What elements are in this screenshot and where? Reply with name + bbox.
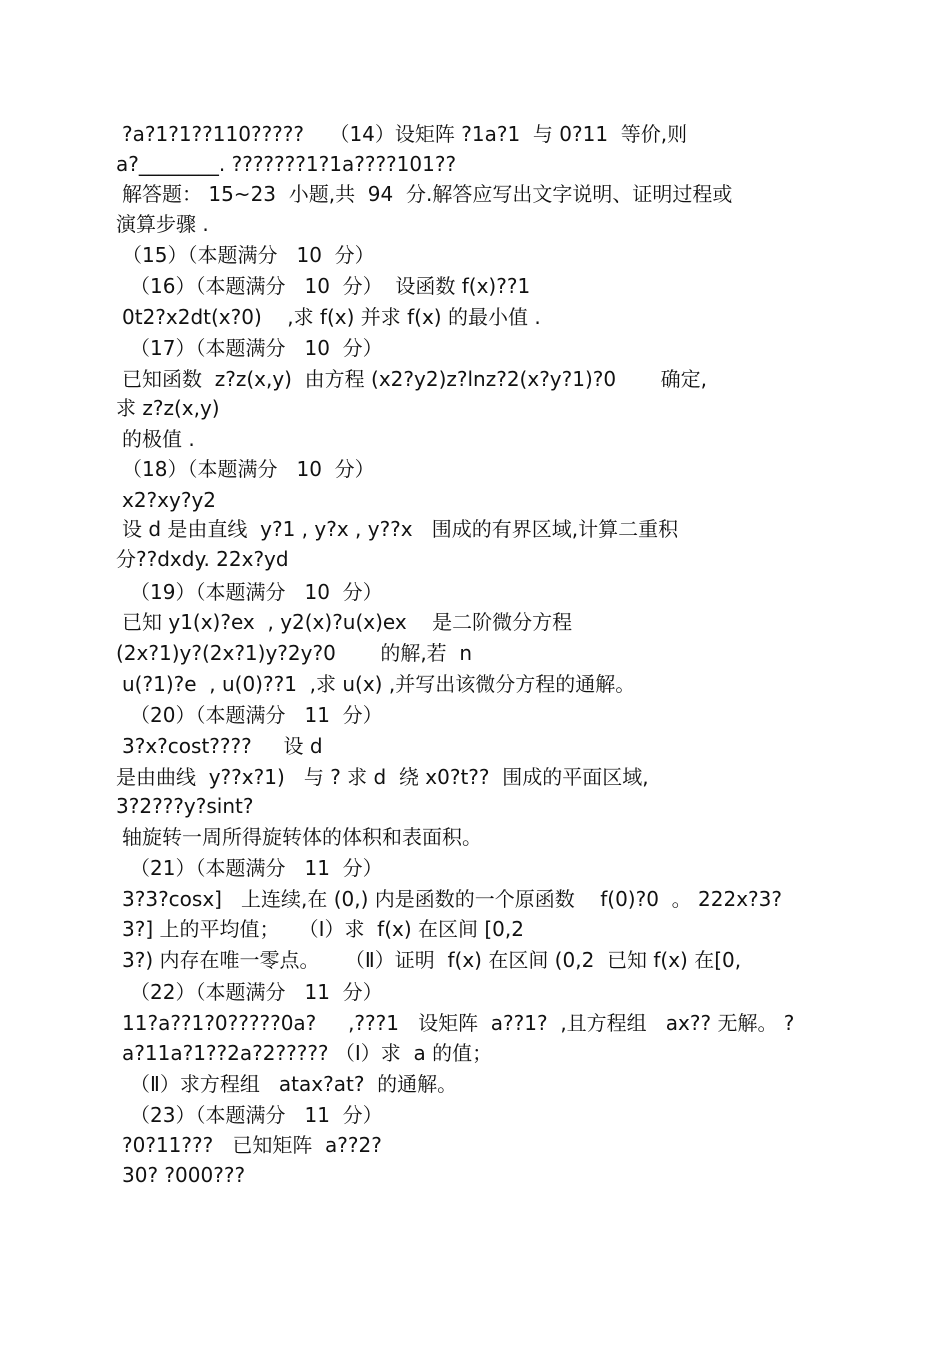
text-line-16: （19）（本题满分 10 分） <box>130 580 383 604</box>
text-line-30: 11?a??1?0?????0a? ,???1 设矩阵 a??1? ,且方程组 ax?? 无解。 ? <box>122 1011 795 1035</box>
text-line-2: a?________. ???????1?1a????101?? <box>116 152 457 176</box>
text-line-3: 解答题： 15~23 小题,共 94 分.解答应写出文字说明、证明过程或 <box>122 182 733 206</box>
text-line-26: 3?3?cosx] 上连续,在 (0,) 内是函数的一个原函数 f(0)?0 。 222x?3? <box>122 887 782 911</box>
text-line-11: 的极值 . <box>122 427 195 451</box>
text-line-20: （20）（本题满分 11 分） <box>130 703 383 727</box>
text-line-15: 分??dxdy. 22x?yd <box>116 547 289 571</box>
text-line-4: 演算步骤 . <box>116 212 209 236</box>
text-line-9: 已知函数 z?z(x,y) 由方程 (x2?y2)z?lnz?2(x?y?1)?0 确定, <box>122 367 707 391</box>
text-line-31: a?11a?1??2a?2????? （Ⅰ）求 a 的值； <box>122 1041 493 1065</box>
text-line-27: 3?] 上的平均值； （Ⅰ）求 f(x) 在区间 [0,2 <box>122 917 524 941</box>
text-line-8: （17）（本题满分 10 分） <box>130 336 383 360</box>
text-line-21: 3?x?cost???? 设 d <box>122 734 323 758</box>
text-line-14: 设 d 是由直线 y?1 , y?x , y??x 围成的有界区域,计算二重积 <box>122 517 679 541</box>
text-line-6: （16）（本题满分 10 分） 设函数 f(x)??1 <box>130 274 531 298</box>
text-line-17: 已知 y1(x)?ex , y2(x)?u(x)ex 是二阶微分方程 <box>122 610 573 634</box>
text-line-22: 是由曲线 y??x?1) 与 ? 求 d 绕 x0?t?? 围成的平面区域, <box>116 765 649 789</box>
text-line-18: (2x?1)y?(2x?1)y?2y?0 的解,若 n <box>116 641 473 665</box>
text-line-32: （Ⅱ）求方程组 atax?at? 的通解。 <box>130 1072 458 1096</box>
text-line-29: （22）（本题满分 11 分） <box>130 980 383 1004</box>
text-line-1: ?a?1?1??110????? （14）设矩阵 ?1a?1 与 0?11 等价,则 <box>122 122 688 146</box>
text-line-34: ?0?11??? 已知矩阵 a??2? <box>122 1133 382 1157</box>
text-line-33: （23）（本题满分 11 分） <box>130 1103 383 1127</box>
text-line-24: 轴旋转一周所得旋转体的体积和表面积。 <box>122 825 482 849</box>
text-line-13: x2?xy?y2 <box>122 488 217 512</box>
text-line-23: 3?2???y?sint? <box>116 794 254 818</box>
text-line-25: （21）（本题满分 11 分） <box>130 856 383 880</box>
text-line-7: 0t2?x2dt(x?0) ,求 f(x) 并求 f(x) 的最小值 . <box>122 305 541 329</box>
text-line-28: 3?) 内存在唯一零点。 （Ⅱ）证明 f(x) 在区间 (0,2 已知 f(x) 在[0, <box>122 948 742 972</box>
text-line-12: （18）（本题满分 10 分） <box>122 457 375 481</box>
text-line-19: u(?1)?e , u(0)??1 ,求 u(x) ,并写出该微分方程的通解。 <box>122 672 636 696</box>
text-line-10: 求 z?z(x,y) <box>116 396 220 420</box>
text-line-35: 30? ?000??? <box>122 1163 246 1187</box>
text-line-5: （15）（本题满分 10 分） <box>122 243 375 267</box>
